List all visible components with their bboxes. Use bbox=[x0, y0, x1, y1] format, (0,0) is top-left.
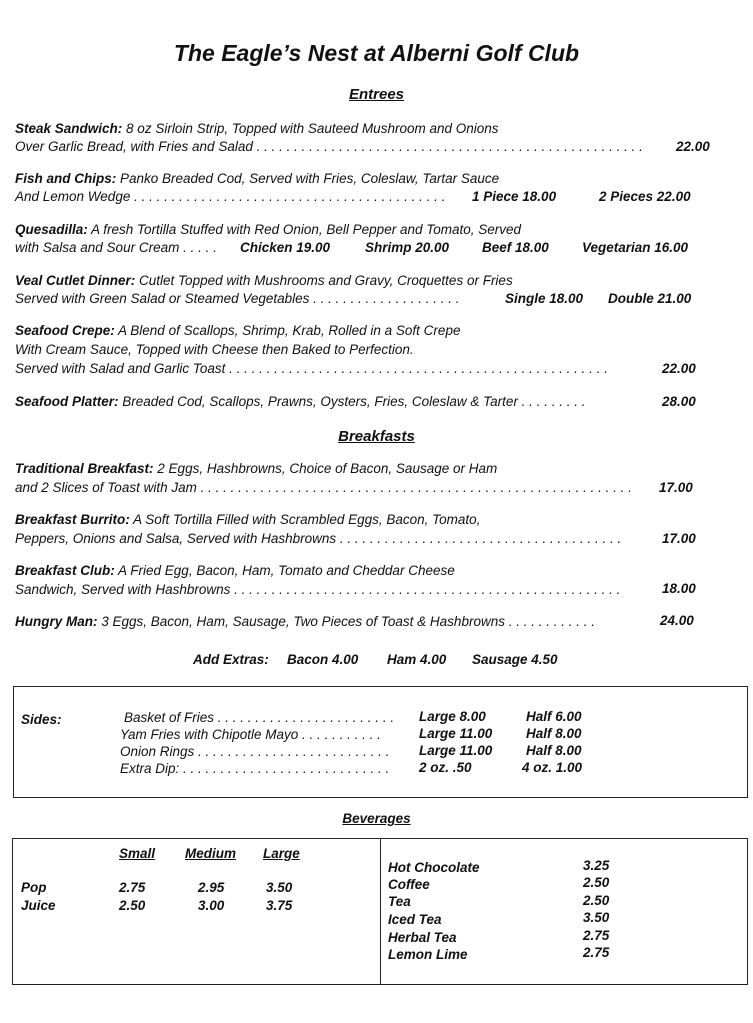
hot-beverage-name: Lemon Lime bbox=[388, 947, 468, 962]
item-price: 22.00 bbox=[676, 139, 710, 154]
size-header-small: Small bbox=[119, 846, 156, 861]
menu-item-steak-sandwich bbox=[15, 121, 499, 136]
beverage-price: 3.75 bbox=[266, 898, 293, 913]
side-item-half: Half 8.00 bbox=[526, 726, 582, 741]
menu-item-hungry-man bbox=[15, 614, 595, 629]
side-item-large: Large 11.00 bbox=[419, 726, 493, 741]
item-price: Double 21.00 bbox=[608, 291, 692, 306]
menu-item-quesadilla bbox=[15, 222, 521, 237]
item-price: 2 Pieces 22.00 bbox=[599, 189, 691, 204]
menu-item-traditional-breakfast bbox=[15, 461, 497, 476]
menu-item-seafood-crepe bbox=[15, 323, 460, 338]
section-heading-beverages: Beverages bbox=[342, 811, 411, 826]
beverage-price: 3.50 bbox=[266, 880, 293, 895]
item-desc-line: Peppers, Onions and Salsa, Served with Hashbrowns . . . . . . . . . . . . . . . . . . . . . . . . . . . . . . . . . . . . . . bbox=[15, 531, 622, 546]
extra-sausage: Sausage 4.50 bbox=[472, 652, 558, 667]
side-item-large: 2 oz. .50 bbox=[419, 760, 472, 775]
sides-box bbox=[13, 686, 748, 798]
menu-item-veal-cutlet bbox=[15, 273, 513, 288]
hot-beverage-price: 2.50 bbox=[583, 893, 610, 908]
item-desc-line: and 2 Slices of Toast with Jam . . . . . . . . . . . . . . . . . . . . . . . . . . . . . . . . . . . . . . . . . . . . . . . . . . . . . . . . . . bbox=[15, 480, 632, 495]
side-item-name: Basket of Fries . . . . . . . . . . . . . . . . . . . . . . . . bbox=[124, 710, 395, 725]
extra-ham: Ham 4.00 bbox=[387, 652, 447, 667]
item-desc: A fresh Tortilla Stuffed with Red Onion, Bell Pepper and Tomato, Served bbox=[87, 222, 522, 237]
hot-beverage-name: Tea bbox=[388, 894, 411, 909]
add-extras-label: Add Extras: bbox=[193, 652, 269, 667]
beverage-price: 2.75 bbox=[119, 880, 146, 895]
side-item-half: 4 oz. 1.00 bbox=[522, 760, 583, 775]
item-desc: 3 Eggs, Bacon, Ham, Sausage, Two Pieces of Toast & Hashbrowns . . . . . . . . . . . . bbox=[97, 614, 595, 629]
menu-item-seafood-platter bbox=[15, 394, 585, 409]
item-price: 17.00 bbox=[659, 480, 693, 495]
item-name: Quesadilla: bbox=[15, 222, 88, 237]
hot-beverage-name: Iced Tea bbox=[388, 912, 442, 927]
hot-beverage-price: 3.25 bbox=[583, 858, 610, 873]
beverages-divider bbox=[380, 838, 381, 984]
side-item-half: Half 8.00 bbox=[526, 743, 582, 758]
item-name: Hungry Man: bbox=[15, 614, 98, 629]
item-price: 18.00 bbox=[662, 581, 696, 596]
item-desc-line: Served with Green Salad or Steamed Vegetables . . . . . . . . . . . . . . . . . . . . bbox=[15, 291, 460, 306]
menu-item-fish-and-chips bbox=[15, 171, 499, 186]
item-desc-line: Sandwich, Served with Hashbrowns . . . . . . . . . . . . . . . . . . . . . . . . . . . . . . . . . . . . . . . . . . . . . . . . . . . . bbox=[15, 582, 621, 597]
item-name: Seafood Platter: bbox=[15, 394, 119, 409]
item-desc: Panko Breaded Cod, Served with Fries, Coleslaw, Tartar Sauce bbox=[116, 171, 500, 186]
item-desc-line: Over Garlic Bread, with Fries and Salad . . . . . . . . . . . . . . . . . . . . . . . . . . . . . . . . . . . . . . . . . . . . . . . . . . . . bbox=[15, 139, 643, 154]
item-desc: A Soft Tortilla Filled with Scrambled Eggs, Bacon, Tomato, bbox=[129, 512, 481, 527]
item-desc: 8 oz Sirloin Strip, Topped with Sauteed Mushroom and Onions bbox=[122, 121, 499, 136]
side-item-name: Yam Fries with Chipotle Mayo . . . . . . . . . . . bbox=[120, 727, 381, 742]
item-desc: A Blend of Scallops, Shrimp, Krab, Rolled in a Soft Crepe bbox=[114, 323, 461, 338]
item-desc: A Fried Egg, Bacon, Ham, Tomato and Cheddar Cheese bbox=[114, 563, 455, 578]
hot-beverage-name: Herbal Tea bbox=[388, 930, 457, 945]
item-desc: Breaded Cod, Scallops, Prawns, Oysters, Fries, Coleslaw & Tarter . . . . . . . . . bbox=[118, 394, 586, 409]
section-heading-breakfasts: Breakfasts bbox=[338, 428, 415, 445]
menu-title: The Eagle’s Nest at Alberni Golf Club bbox=[173, 40, 580, 66]
item-price: Beef 18.00 bbox=[482, 240, 549, 255]
beverage-price: 2.50 bbox=[119, 898, 146, 913]
side-item-name: Onion Rings . . . . . . . . . . . . . . . . . . . . . . . . . . bbox=[120, 744, 390, 759]
hot-beverage-name: Hot Chocolate bbox=[388, 860, 480, 875]
item-name: Breakfast Club: bbox=[15, 563, 115, 578]
hot-beverage-price: 2.50 bbox=[583, 875, 610, 890]
item-desc: Cutlet Topped with Mushrooms and Gravy, Croquettes or Fries bbox=[135, 273, 513, 288]
hot-beverage-price: 2.75 bbox=[583, 928, 610, 943]
side-item-half: Half 6.00 bbox=[526, 709, 582, 724]
hot-beverage-name: Coffee bbox=[388, 877, 430, 892]
hot-beverage-price: 2.75 bbox=[583, 945, 610, 960]
item-price: 22.00 bbox=[662, 361, 696, 376]
menu-item-breakfast-club bbox=[15, 563, 455, 578]
beverage-name: Pop bbox=[21, 880, 47, 895]
extra-bacon: Bacon 4.00 bbox=[287, 652, 359, 667]
size-header-medium: Medium bbox=[185, 846, 237, 861]
item-desc-line: And Lemon Wedge . . . . . . . . . . . . . . . . . . . . . . . . . . . . . . . . . . . . . . . . . . bbox=[15, 189, 446, 204]
item-price: Single 18.00 bbox=[505, 291, 584, 306]
item-name: Traditional Breakfast: bbox=[15, 461, 154, 476]
side-item-large: Large 8.00 bbox=[419, 709, 486, 724]
item-price: Vegetarian 16.00 bbox=[582, 240, 689, 255]
hot-beverage-price: 3.50 bbox=[583, 910, 610, 925]
item-price: 1 Piece 18.00 bbox=[472, 189, 557, 204]
item-desc-line: Served with Salad and Garlic Toast . . . . . . . . . . . . . . . . . . . . . . . . . . . . . . . . . . . . . . . . . . . . . . . . . . . bbox=[15, 361, 608, 376]
item-price: 24.00 bbox=[660, 613, 694, 628]
sides-label: Sides: bbox=[21, 712, 62, 727]
item-name: Seafood Crepe: bbox=[15, 323, 115, 338]
beverage-price: 3.00 bbox=[198, 898, 225, 913]
item-desc-line: With Cream Sauce, Topped with Cheese then Baked to Perfection. bbox=[15, 342, 414, 357]
item-desc: 2 Eggs, Hashbrowns, Choice of Bacon, Sausage or Ham bbox=[153, 461, 498, 476]
menu-item-breakfast-burrito bbox=[15, 512, 480, 527]
item-name: Fish and Chips: bbox=[15, 171, 117, 186]
item-name: Veal Cutlet Dinner: bbox=[15, 273, 136, 288]
size-header-large: Large bbox=[263, 846, 300, 861]
side-item-large: Large 11.00 bbox=[419, 743, 493, 758]
item-desc-line: with Salsa and Sour Cream . . . . . bbox=[15, 240, 217, 255]
item-price: 17.00 bbox=[662, 531, 696, 546]
beverage-name: Juice bbox=[21, 898, 56, 913]
section-heading-entrees: Entrees bbox=[348, 86, 405, 103]
beverage-price: 2.95 bbox=[198, 880, 225, 895]
item-price: Shrimp 20.00 bbox=[365, 240, 450, 255]
item-name: Steak Sandwich: bbox=[15, 121, 123, 136]
item-price: Chicken 19.00 bbox=[240, 240, 331, 255]
item-price: 28.00 bbox=[662, 394, 696, 409]
item-name: Breakfast Burrito: bbox=[15, 512, 130, 527]
side-item-name: Extra Dip: . . . . . . . . . . . . . . . . . . . . . . . . . . . . bbox=[120, 761, 390, 776]
